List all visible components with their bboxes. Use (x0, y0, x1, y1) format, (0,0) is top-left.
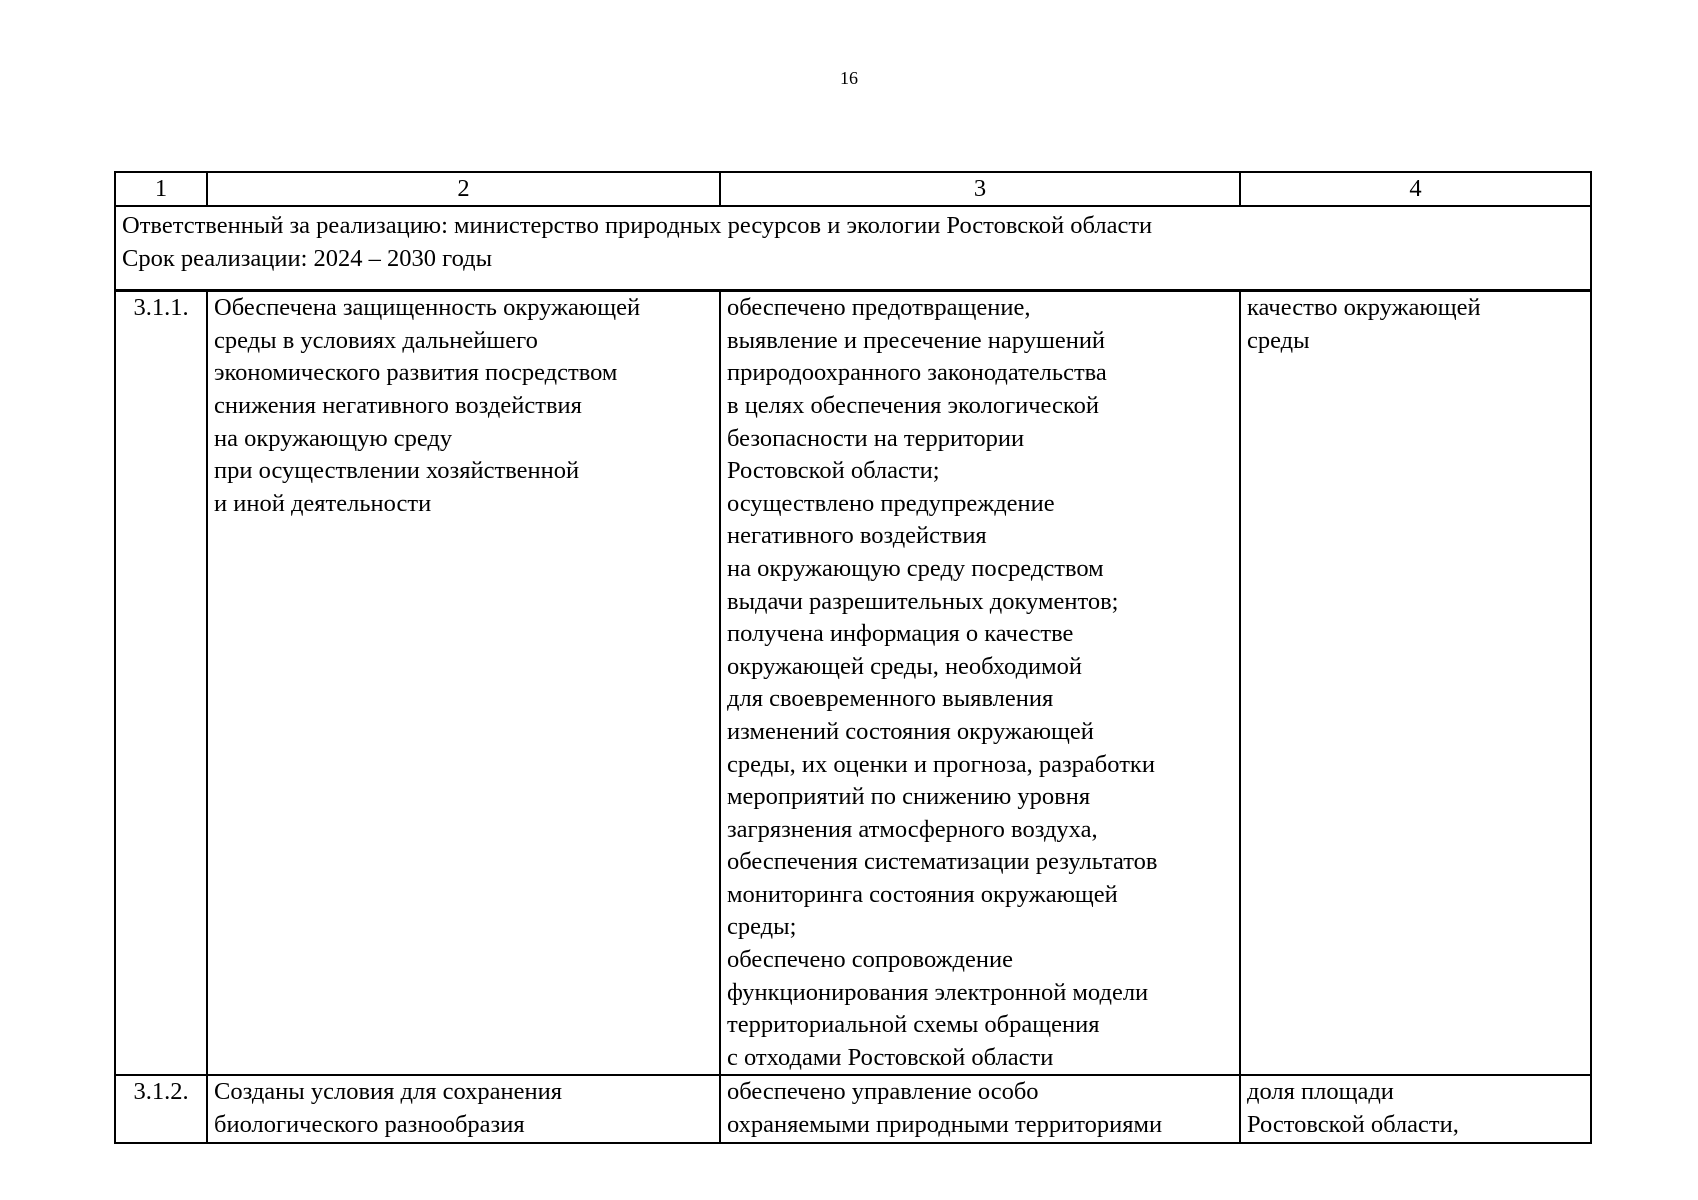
text-line: Ростовской области; (727, 457, 940, 485)
text-line: получена информация о качестве (727, 620, 1074, 648)
effect-cell (720, 1075, 1240, 1142)
text-line: среды (1247, 326, 1310, 354)
column-number-row (115, 172, 1591, 206)
table-row (115, 1075, 1591, 1142)
text-line: снижения негативного воздействия (214, 391, 582, 419)
text-line: доля площади (1247, 1078, 1394, 1106)
text-line: обеспечено предотвращение, (727, 294, 1031, 322)
column-number-4: 4 (1240, 172, 1591, 206)
text-line: биологического разнообразия (214, 1111, 525, 1139)
text-line: Ростовской области, (1247, 1111, 1459, 1139)
text-line: качество окружающей (1247, 294, 1481, 322)
column-number-2: 2 (207, 172, 720, 206)
text-line: и иной деятельности (214, 489, 432, 517)
text-line: на окружающую среду посредством (727, 554, 1104, 582)
text-line: территориальной схемы обращения (727, 1011, 1100, 1039)
responsibility-row (115, 206, 1591, 291)
text-line: выдачи разрешительных документов; (727, 587, 1119, 615)
text-line: выявление и пресечение нарушений (727, 326, 1106, 354)
text-line: обеспечения систематизации результатов (727, 848, 1158, 876)
text-line: экономического развития посредством (214, 359, 618, 387)
responsible-executor: Ответственный за реализацию: министерство природных ресурсов и экологии Ростовской области (122, 212, 1153, 239)
effect-cell (720, 291, 1240, 1076)
page-number: 16 (840, 68, 858, 88)
row-number: 3.1.1. (115, 291, 207, 1076)
text-line: мероприятий по снижению уровня (727, 783, 1091, 811)
text-line: безопасности на территории (727, 424, 1025, 452)
text-line: среды в условиях дальнейшего (214, 326, 538, 354)
text-line: окружающей среды, необходимой (727, 652, 1083, 680)
text-line: с отходами Ростовской области (727, 1043, 1054, 1071)
text-line: изменений состояния окружающей (727, 717, 1094, 745)
indicator-cell (1240, 291, 1591, 1076)
text-line: обеспечено управление особо (727, 1078, 1039, 1106)
text-line: природоохранного законодательства (727, 359, 1107, 387)
text-line: среды; (727, 913, 797, 941)
implementation-period: Срок реализации: 2024 – 2030 годы (122, 244, 493, 272)
text-line: в целях обеспечения экологической (727, 391, 1099, 419)
text-line: осуществлено предупреждение (727, 489, 1055, 517)
text-line: функционирования электронной модели (727, 978, 1149, 1006)
column-number-3: 3 (720, 172, 1240, 206)
text-line: обеспечено сопровождение (727, 946, 1013, 974)
indicator-cell (1240, 1075, 1591, 1142)
task-cell (207, 291, 720, 1076)
measures-table (114, 171, 1592, 1144)
task-cell (207, 1075, 720, 1142)
table-row (115, 291, 1591, 1076)
column-number-1: 1 (115, 172, 207, 206)
text-line: среды, их оценки и прогноза, разработки (727, 750, 1155, 778)
row-number: 3.1.2. (115, 1075, 207, 1142)
text-line: на окружающую среду (214, 424, 453, 452)
text-line: для своевременного выявления (727, 685, 1054, 713)
text-line: негативного воздействия (727, 522, 987, 550)
text-line: охраняемыми природными территориями (727, 1111, 1163, 1139)
responsibility-cell (115, 206, 1591, 291)
text-line: Созданы условия для сохранения (214, 1078, 562, 1106)
text-line: мониторинга состояния окружающей (727, 880, 1118, 908)
text-line: Обеспечена защищенность окружающей (214, 294, 641, 322)
text-line: при осуществлении хозяйственной (214, 457, 580, 485)
text-line: загрязнения атмосферного воздуха, (727, 815, 1098, 843)
